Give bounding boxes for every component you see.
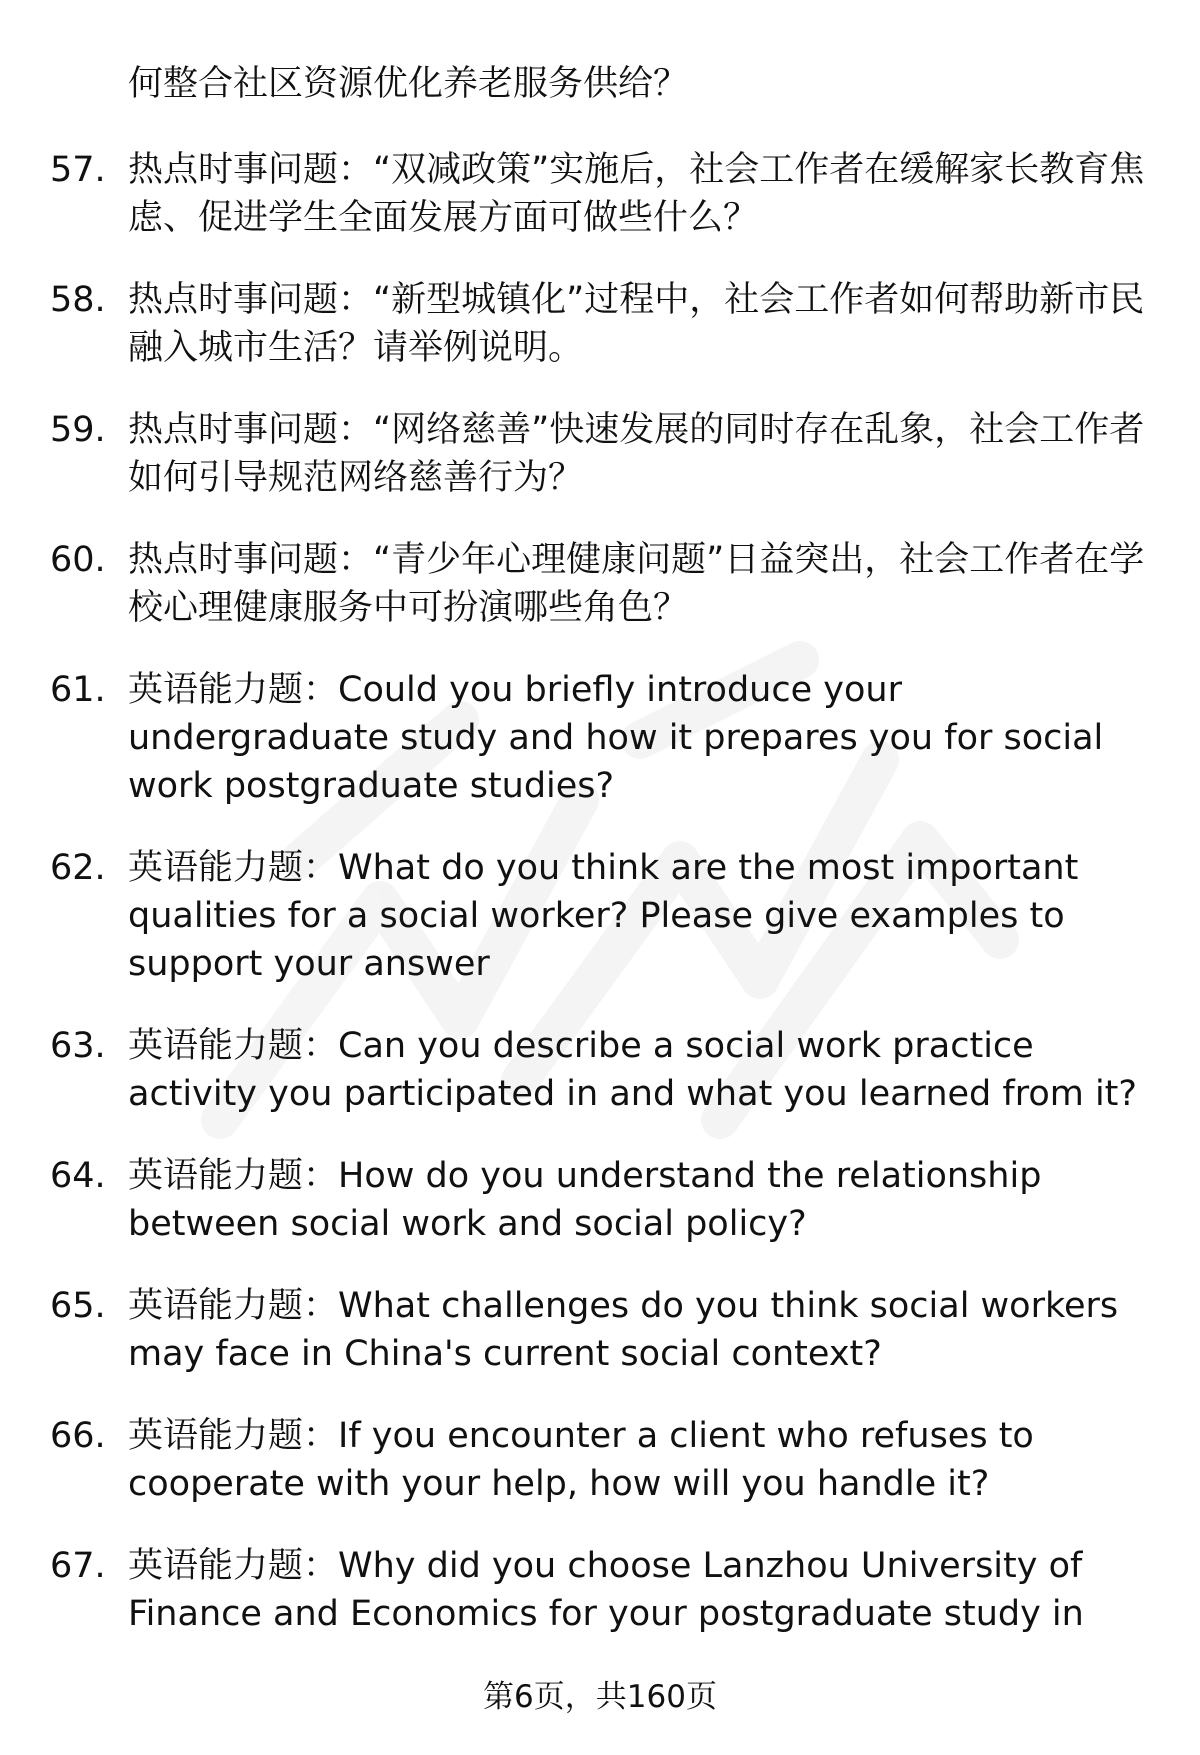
question-number: 57.: [50, 150, 106, 190]
question-body: [128, 1022, 1160, 1118]
question-number: 62.: [50, 848, 106, 888]
question-text: Why did you choose Lanzhou University of Finance and Economics for your postgraduate study in: [128, 1546, 1084, 1634]
question-number: 63.: [50, 1026, 106, 1066]
question-item: [50, 1542, 1160, 1638]
question-number: 65.: [50, 1286, 106, 1326]
question-item: [50, 146, 1160, 242]
question-category: 热点时事问题：: [128, 280, 374, 320]
question-number: 67.: [50, 1546, 106, 1586]
question-number: 58.: [50, 280, 106, 320]
question-text: What do you think are the most important qualities for a social worker? Please give examples to support your answer: [128, 848, 1079, 984]
question-item: [50, 1412, 1160, 1508]
question-text: “青少年心理健康问题”日益突出，社会工作者在学校心理健康服务中可扮演哪些角色？: [128, 540, 1145, 628]
question-category: 热点时事问题：: [128, 410, 374, 450]
question-text: How do you understand the relationship between social work and social policy?: [128, 1156, 1042, 1244]
question-number: 59.: [50, 410, 106, 450]
question-text: “双减政策”实施后，社会工作者在缓解家长教育焦虑、促进学生全面发展方面可做些什么？: [128, 150, 1145, 238]
question-number: 66.: [50, 1416, 106, 1456]
question-item: [50, 536, 1160, 632]
question-body: [128, 1152, 1160, 1248]
question-category: 英语能力题：: [128, 1156, 339, 1196]
question-body: [128, 536, 1160, 632]
question-item: [50, 666, 1160, 810]
question-number: 61.: [50, 670, 106, 710]
question-item: [50, 406, 1160, 502]
question-category: 热点时事问题：: [128, 150, 374, 190]
question-body: [128, 1542, 1160, 1638]
question-category: 英语能力题：: [128, 670, 339, 710]
question-body: [128, 844, 1160, 988]
question-text: “网络慈善”快速发展的同时存在乱象，社会工作者如何引导规范网络慈善行为？: [128, 410, 1145, 498]
question-item: [50, 844, 1160, 988]
question-category: 英语能力题：: [128, 848, 339, 888]
question-category: 英语能力题：: [128, 1286, 339, 1326]
question-item: [50, 1152, 1160, 1248]
page-footer: 第6页，共160页: [483, 1679, 717, 1715]
question-category: 英语能力题：: [128, 1026, 339, 1066]
question-category: 英语能力题：: [128, 1416, 339, 1456]
question-body: [128, 276, 1160, 372]
question-text: Could you briefly introduce your undergraduate study and how it prepares you for social work postgraduate studies?: [128, 670, 1104, 806]
question-item: [50, 276, 1160, 372]
question-body: [128, 406, 1160, 502]
question-body: [128, 146, 1160, 242]
question-body: [128, 1412, 1160, 1508]
question-item: [50, 1282, 1160, 1378]
question-category: 英语能力题：: [128, 1546, 339, 1586]
question-text: What challenges do you think social workers may face in China's current social context?: [128, 1286, 1119, 1374]
question-number: 64.: [50, 1156, 106, 1196]
question-body: [128, 1282, 1160, 1378]
question-number: 60.: [50, 540, 106, 580]
question-text: “新型城镇化”过程中，社会工作者如何帮助新市民融入城市生活？请举例说明。: [128, 280, 1145, 368]
question-category: 热点时事问题：: [128, 540, 374, 580]
question-list: [50, 146, 1160, 1672]
question-text: If you encounter a client who refuses to cooperate with your help, how will you handle it?: [128, 1416, 1034, 1504]
question-body: [128, 666, 1160, 810]
continued-question-text: 何整合社区资源优化养老服务供给？: [128, 64, 689, 104]
question-text: Can you describe a social work practice activity you participated in and what you learned from it?: [128, 1026, 1137, 1114]
question-item: [50, 1022, 1160, 1118]
